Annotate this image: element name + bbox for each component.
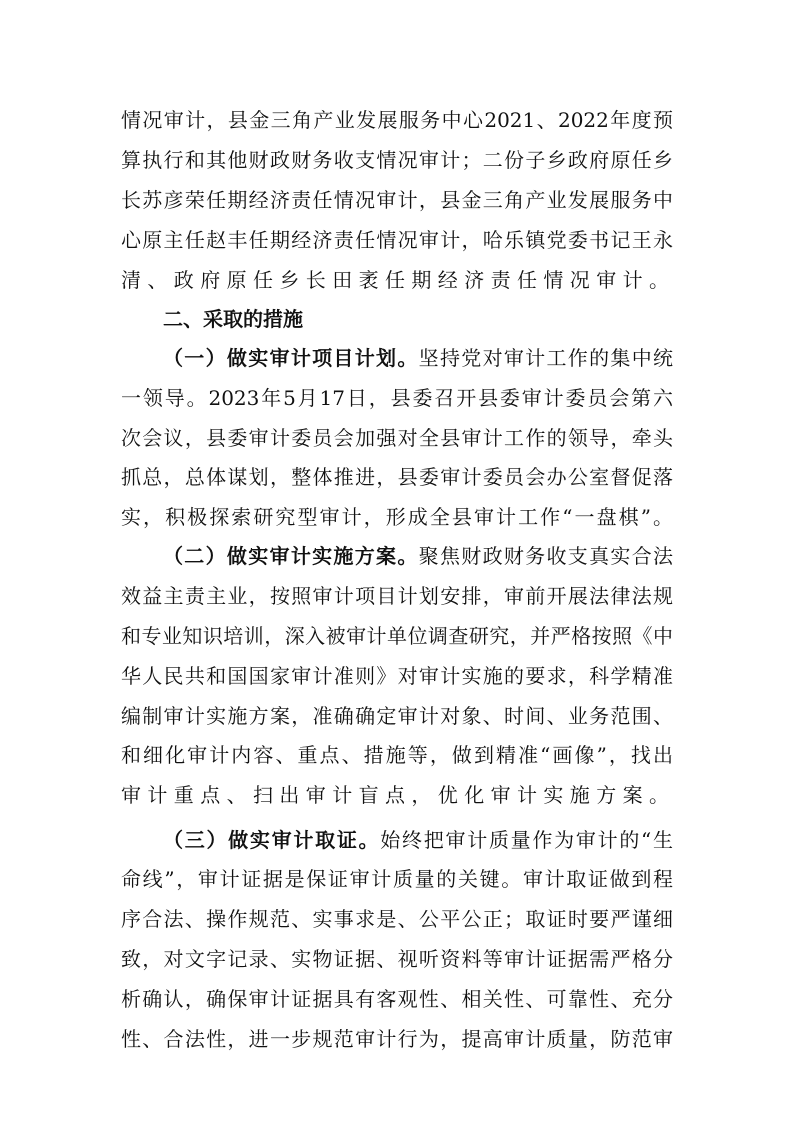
text-line: 性、合法性，进一步规范审计行为，提高审计质量，防范审 [121,1027,673,1051]
text-line: 析确认，确保审计证据具有客观性、相关性、可靠性、充分 [121,987,673,1011]
subsection-title: （二）做实审计实施方案。 [163,544,419,568]
paragraph-text: 坚持党对审计工作的集中统 [418,346,674,370]
text-line: 审计重点、扫出审计盲点，优化审计实施方案。 [121,783,676,807]
text-line: 算执行和其他财政财务收支情况审计；二份子乡政府原任乡 [121,148,673,172]
text-line: 和专业知识培训，深入被审计单位调查研究，并严格按照《中 [121,624,673,648]
text-line: 序合法、操作规范、实事求是、公平公正；取证时要严谨细 [121,907,673,931]
text-line: 编制审计实施方案，准确确定审计对象、时间、业务范围、 [121,704,673,728]
text-line: 一领导。2023年5月17日，县委召开县委审计委员会第六 [121,386,673,410]
text-line: 命线”，审计证据是保证审计质量的关键。审计取证做到程 [121,867,673,891]
paragraph-first-line [163,536,673,576]
text-line: 次会议，县委审计委员会加强对全县审计工作的领导，牵头 [121,426,673,450]
text-line: 清、政府原任乡长田袤任期经济责任情况审计。 [121,268,676,292]
paragraph-first-line [163,820,673,860]
text-line: 华人民共和国国家审计准则》对审计实施的要求，科学精准 [121,664,673,688]
subsection-title: （一）做实审计项目计划。 [163,346,419,370]
section-heading: 二、采取的措施 [163,307,303,331]
text-line: 实，积极探索研究型审计，形成全县审计工作“一盘棋”。 [121,505,673,529]
subsection-title: （三）做实审计取证。 [163,828,381,852]
text-line: 和细化审计内容、重点、措施等，做到精准“画像”，找出 [121,743,673,767]
text-line: 致，对文字记录、实物证据、视听资料等审计证据需严格分 [121,947,673,971]
paragraph-text: 始终把审计质量作为审计的“生 [380,828,673,852]
paragraph-text: 聚焦财政财务收支真实合法 [418,544,674,568]
text-line: 情况审计，县金三角产业发展服务中心2021、2022年度预 [121,108,673,132]
text-line: 效益主责主业，按照审计项目计划安排，审前开展法律法规 [121,584,673,608]
text-line: 心原主任赵丰任期经济责任情况审计，哈乐镇党委书记王永 [121,228,673,252]
paragraph-first-line [163,338,673,378]
text-line: 抓总，总体谋划，整体推进，县委审计委员会办公室督促落 [121,465,673,489]
text-line: 长苏彦荣任期经济责任情况审计，县金三角产业发展服务中 [121,188,673,212]
